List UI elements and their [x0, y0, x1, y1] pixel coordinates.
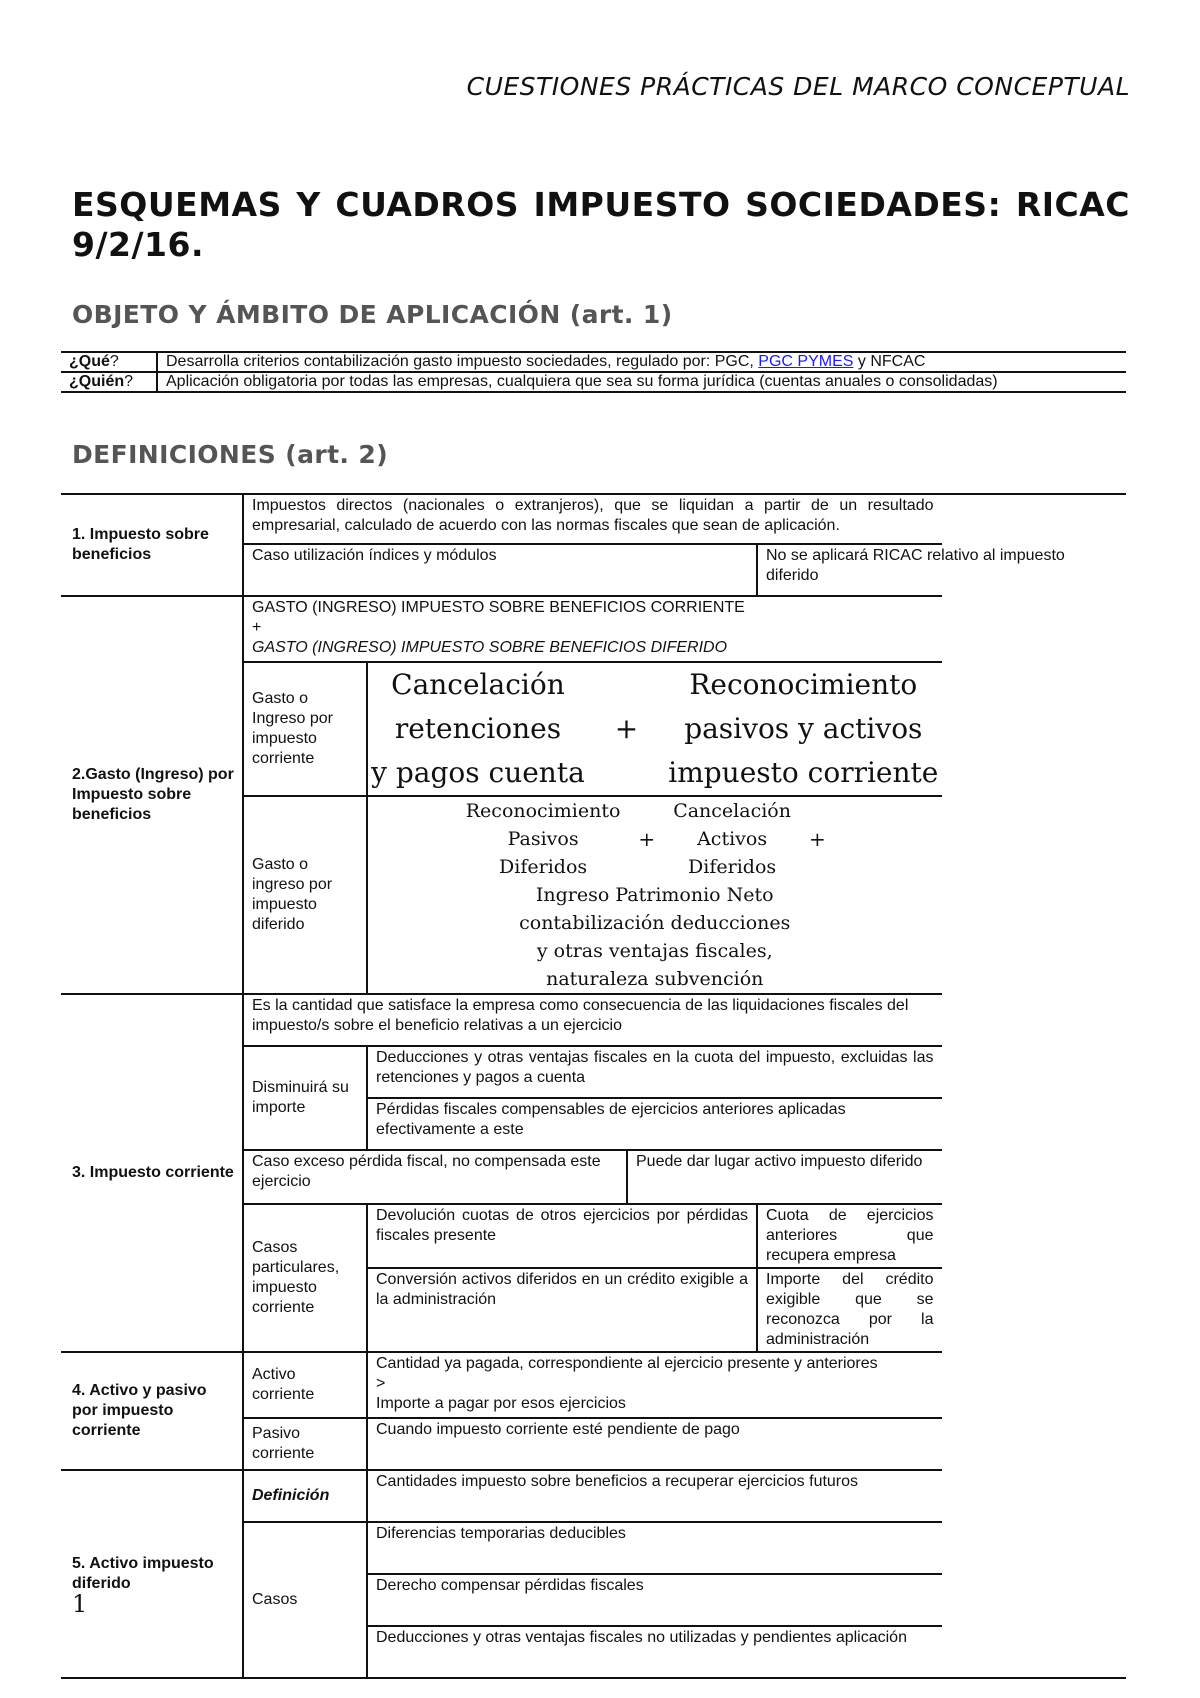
plus-sign: + [638, 827, 656, 851]
answer-text: Desarrolla criterios contabilización gasto impuesto sociedades, regulado por: PGC, [166, 353, 759, 370]
section-title-definiciones: DEFINICIONES (art. 2) [72, 440, 389, 469]
def-3-caso-1-right: Cuota de ejercicios anteriores que recupera empresa [757, 1204, 942, 1268]
question-label: ¿Qué [69, 353, 110, 370]
table-row [61, 372, 1126, 392]
answer-cell: Aplicación obligatoria por todas las empresas, cualquiera que sea su forma jurídica (cuentas anuales o consolidadas) [157, 372, 1126, 392]
def-3-disminuira-1: Deducciones y otras ventajas fiscales en la cuota del impuesto, excluidas las retenciones y pagos a cuenta [367, 1046, 942, 1098]
def-5-caso-3: Deducciones y otras ventajas fiscales no utilizadas y pendientes aplicación [376, 1629, 907, 1646]
def-1-label: 1. Impuesto sobre beneficios [61, 494, 243, 596]
section-title-objeto: OBJETO Y ÁMBITO DE APLICACIÓN (art. 1) [72, 300, 673, 329]
formula-reconocimiento-pasivos [466, 797, 621, 881]
def-3-disminuira-2: Pérdidas fiscales compensables de ejercicios anteriores aplicadas efectivamente a este [367, 1098, 942, 1150]
def-3-text: Es la cantidad que satisface la empresa como consecuencia de las liquidaciones fiscales del impuesto/s sobre el beneficio relativas a un ejercicio [243, 994, 942, 1046]
table-row [61, 1352, 1126, 1418]
formula-line: y otras ventajas fiscales, [536, 940, 773, 962]
def-2-diferido-label: Gasto o ingreso por impuesto diferido [243, 796, 367, 994]
question-mark: ? [109, 353, 119, 370]
def-3-disminuira-label: Disminuirá su importe [243, 1046, 367, 1150]
formula-line: Diferidos [688, 856, 777, 878]
formula-line: Pasivos [507, 828, 579, 850]
def-2-label: 2.Gasto (Ingreso) por Impuesto sobre beneficios [61, 596, 243, 994]
def-2-line-diferido: GASTO (INGRESO) IMPUESTO SOBRE BENEFICIOS DIFERIDO [252, 639, 728, 656]
formula-line: pasivos y activos [684, 712, 923, 745]
question-label: ¿Quién [69, 373, 125, 390]
formula-line: retenciones [394, 712, 562, 745]
formula-cancelacion-activos [673, 797, 791, 881]
table-row [61, 994, 1126, 1046]
def-2-corriente-formula [367, 662, 942, 796]
def-5-definicion-label: Definición [243, 1470, 367, 1522]
def-2-corriente-label: Gasto o Ingreso por impuesto corriente [243, 662, 367, 796]
formula-line: Reconocimiento [689, 668, 918, 701]
activo-gt: > [376, 1375, 386, 1392]
def-5-caso-2: Derecho compensar pérdidas fiscales [367, 1574, 942, 1626]
objeto-table [61, 351, 1126, 393]
formula-ingreso-patrimonio [519, 881, 790, 993]
def-5-definicion-text: Cantidades impuesto sobre beneficios a recuperar ejercicios futuros [367, 1470, 942, 1522]
formula-line: Diferidos [499, 856, 588, 878]
formula-cancelacion [371, 663, 585, 795]
answer-text-tail: y NFCAC [853, 353, 926, 370]
def-4-pasivo-label: Pasivo corriente [243, 1418, 367, 1470]
formula-line: y pagos cuenta [371, 756, 585, 789]
def-1-text: Impuestos directos (nacionales o extranjeros), que se liquidan a partir de un resultado empresarial, calculado de acuerdo con las normas fiscales que sean de aplicación. [243, 494, 942, 544]
def-4-activo-text [367, 1352, 942, 1418]
plus-sign: + [614, 712, 639, 745]
pgc-pymes-link[interactable]: PGC PYMES [758, 353, 854, 370]
formula-reconocimiento [668, 663, 938, 795]
def-5-caso-1: Diferencias temporarias deducibles [367, 1522, 942, 1574]
def-5-label: 5. Activo impuesto diferido [61, 1470, 243, 1678]
def-3-caso-2-right: Importe del crédito exigible que se reconozca por la administración [766, 1271, 934, 1348]
formula-line: Ingreso Patrimonio Neto [535, 884, 774, 906]
plus-sign: + [808, 827, 826, 851]
def-3-exceso-right: Puede dar lugar activo impuesto diferido [627, 1150, 942, 1204]
def-2-plus: + [252, 619, 262, 636]
formula-line: Cancelación [673, 800, 791, 822]
def-1-case-left: Caso utilización índices y módulos [243, 544, 757, 596]
def-4-pasivo-text: Cuando impuesto corriente esté pendiente de pago [376, 1421, 740, 1438]
question-cell [61, 372, 157, 392]
def-4-activo-label: Activo corriente [243, 1352, 367, 1418]
table-row [61, 352, 1126, 372]
activo-line-2: Importe a pagar por esos ejercicios [376, 1395, 626, 1412]
formula-line: Cancelación [391, 668, 565, 701]
def-3-label: 3. Impuesto corriente [61, 994, 243, 1352]
page-number: 1 [72, 1590, 88, 1618]
def-3-caso-1-left: Devolución cuotas de otros ejercicios por pérdidas fiscales presente [367, 1204, 757, 1268]
formula-line: impuesto corriente [668, 756, 939, 789]
def-1-case-right: No se aplicará RICAC relativo al impuesto diferido [766, 547, 1065, 584]
def-4-label: 4. Activo y pasivo por impuesto corriente [61, 1352, 243, 1470]
def-2-summary [243, 596, 942, 662]
activo-line-1: Cantidad ya pagada, correspondiente al ejercicio presente y anteriores [376, 1355, 878, 1372]
def-5-casos-label: Casos [243, 1522, 367, 1678]
formula-line: contabilización deducciones [519, 912, 791, 934]
definiciones-table [61, 493, 1126, 1679]
def-3-exceso-left: Caso exceso pérdida fiscal, no compensada este ejercicio [243, 1150, 627, 1204]
question-cell [61, 352, 157, 372]
def-3-casos-label: Casos particulares, impuesto corriente [243, 1204, 367, 1352]
question-mark: ? [124, 373, 134, 390]
def-2-line-corriente: GASTO (INGRESO) IMPUESTO SOBRE BENEFICIOS CORRIENTE [252, 599, 745, 616]
formula-line: naturaleza subvención [546, 968, 764, 990]
table-row [61, 494, 1126, 544]
answer-cell [157, 352, 1126, 372]
table-row [61, 1470, 1126, 1522]
def-3-caso-2-left: Conversión activos diferidos en un crédito exigible a la administración [367, 1268, 757, 1352]
formula-line: Activos [697, 828, 768, 850]
main-title: ESQUEMAS Y CUADROS IMPUESTO SOCIEDADES: RICAC 9/2/16. [72, 185, 1130, 264]
def-2-diferido-formula [367, 796, 942, 994]
table-row [61, 596, 1126, 662]
running-header: CUESTIONES PRÁCTICAS DEL MARCO CONCEPTUAL [466, 72, 1130, 101]
formula-line: Reconocimiento [465, 800, 621, 822]
